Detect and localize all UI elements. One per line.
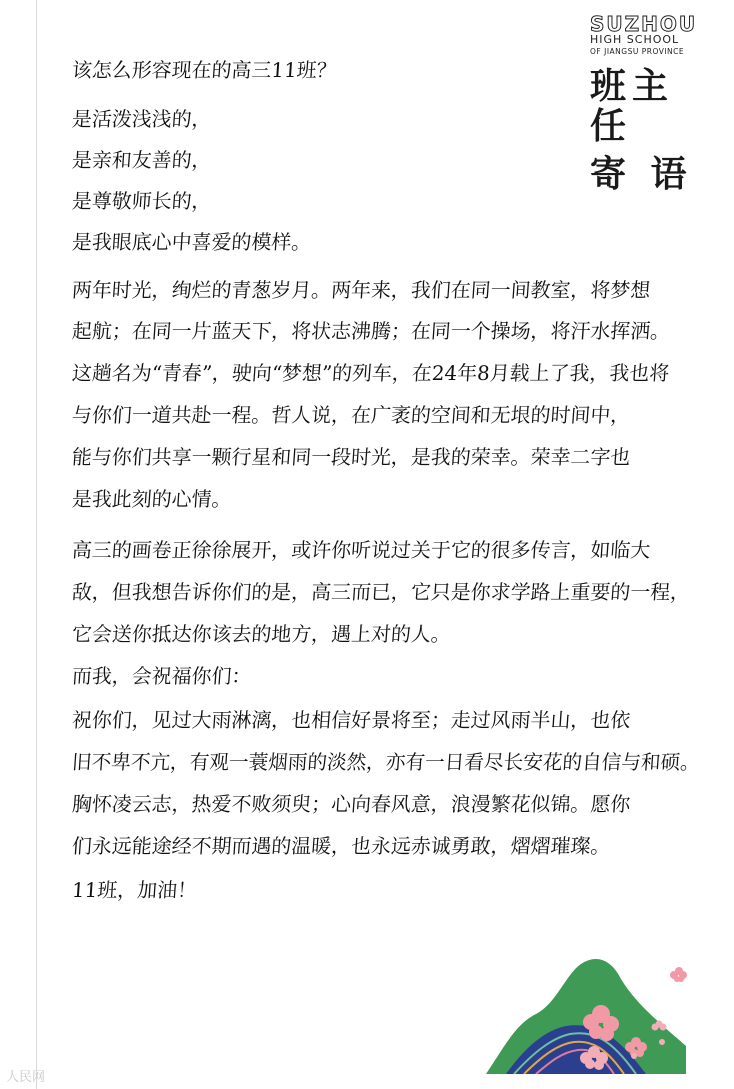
letter-line: 起航；在同一片蓝天下，将状志沸腾；在同一个操场，将汗水挥洒。 — [71, 319, 672, 343]
letter-line: 祝你们，见过大雨淋漓，也相信好景将至；走过风雨半山，也依 — [71, 708, 632, 732]
handwritten-letter — [72, 50, 702, 902]
letter-line: 两年时光，绚烂的青葱岁月。两年来，我们在同一间教室，将梦想 — [71, 278, 652, 302]
letter-line: 胸怀凌云志，热爱不败须臾；心向春风意，浪漫繁花似锦。愿你 — [71, 792, 632, 816]
letter-line: 而我，会祝福你们： — [71, 664, 253, 688]
watermark: 人民网 — [6, 1070, 46, 1085]
school-subtitle: HIGH SCHOOL — [590, 33, 680, 46]
letter-line: 旧不卑不亢，有观一蓑烟雨的淡然，亦有一日看尽长安花的自信与和硕。 — [71, 750, 701, 774]
section-title-line2: 寄 语 — [590, 153, 693, 195]
letter-line: 是尊敬师长的， — [71, 189, 213, 213]
letter-line: 它会送你抵达你该去的地方，遇上对的人。 — [71, 622, 452, 646]
letter-line: 是亲和友善的， — [71, 148, 213, 172]
letter-line: 能与你们共享一颗行星和同一段时光，是我的荣幸。荣幸二字也 — [71, 445, 632, 469]
letter-line: 敌，但我想告诉你们的是，高三而已，它只是你求学路上重要的一程， — [71, 580, 691, 604]
letter-line: 这趟名为“青春”，驶向“梦想”的列车，在24年8月载上了我，我也将 — [71, 361, 671, 385]
letter-line: 是活泼浅浅的， — [71, 107, 213, 131]
section-title-line1: 班主任 — [590, 65, 675, 147]
blossom-icon — [670, 967, 687, 982]
letter-line: 该怎么形容现在的高三11班？ — [71, 58, 338, 82]
school-name: SUZHOU — [590, 12, 698, 36]
mountain-blossom-illustration — [486, 934, 706, 1074]
letter-line: 与你们一道共赴一程。哲人说，在广袤的空间和无垠的时间中， — [71, 403, 632, 427]
letter-line: 高三的画卷正徐徐展开，或许你听说过关于它的很多传言，如临大 — [71, 538, 652, 562]
page-border-line — [36, 0, 37, 1089]
letter-line: 11班，加油！ — [71, 878, 198, 902]
letter-line: 是我眼底心中喜爱的模样。 — [71, 230, 313, 254]
letter-line: 们永远能途经不期而遇的温暖，也永远赤诚勇敢，熠熠璀璨。 — [71, 834, 612, 858]
school-province: OF JIANGSU PROVINCE — [590, 47, 685, 56]
letter-line: 是我此刻的心情。 — [71, 487, 233, 511]
